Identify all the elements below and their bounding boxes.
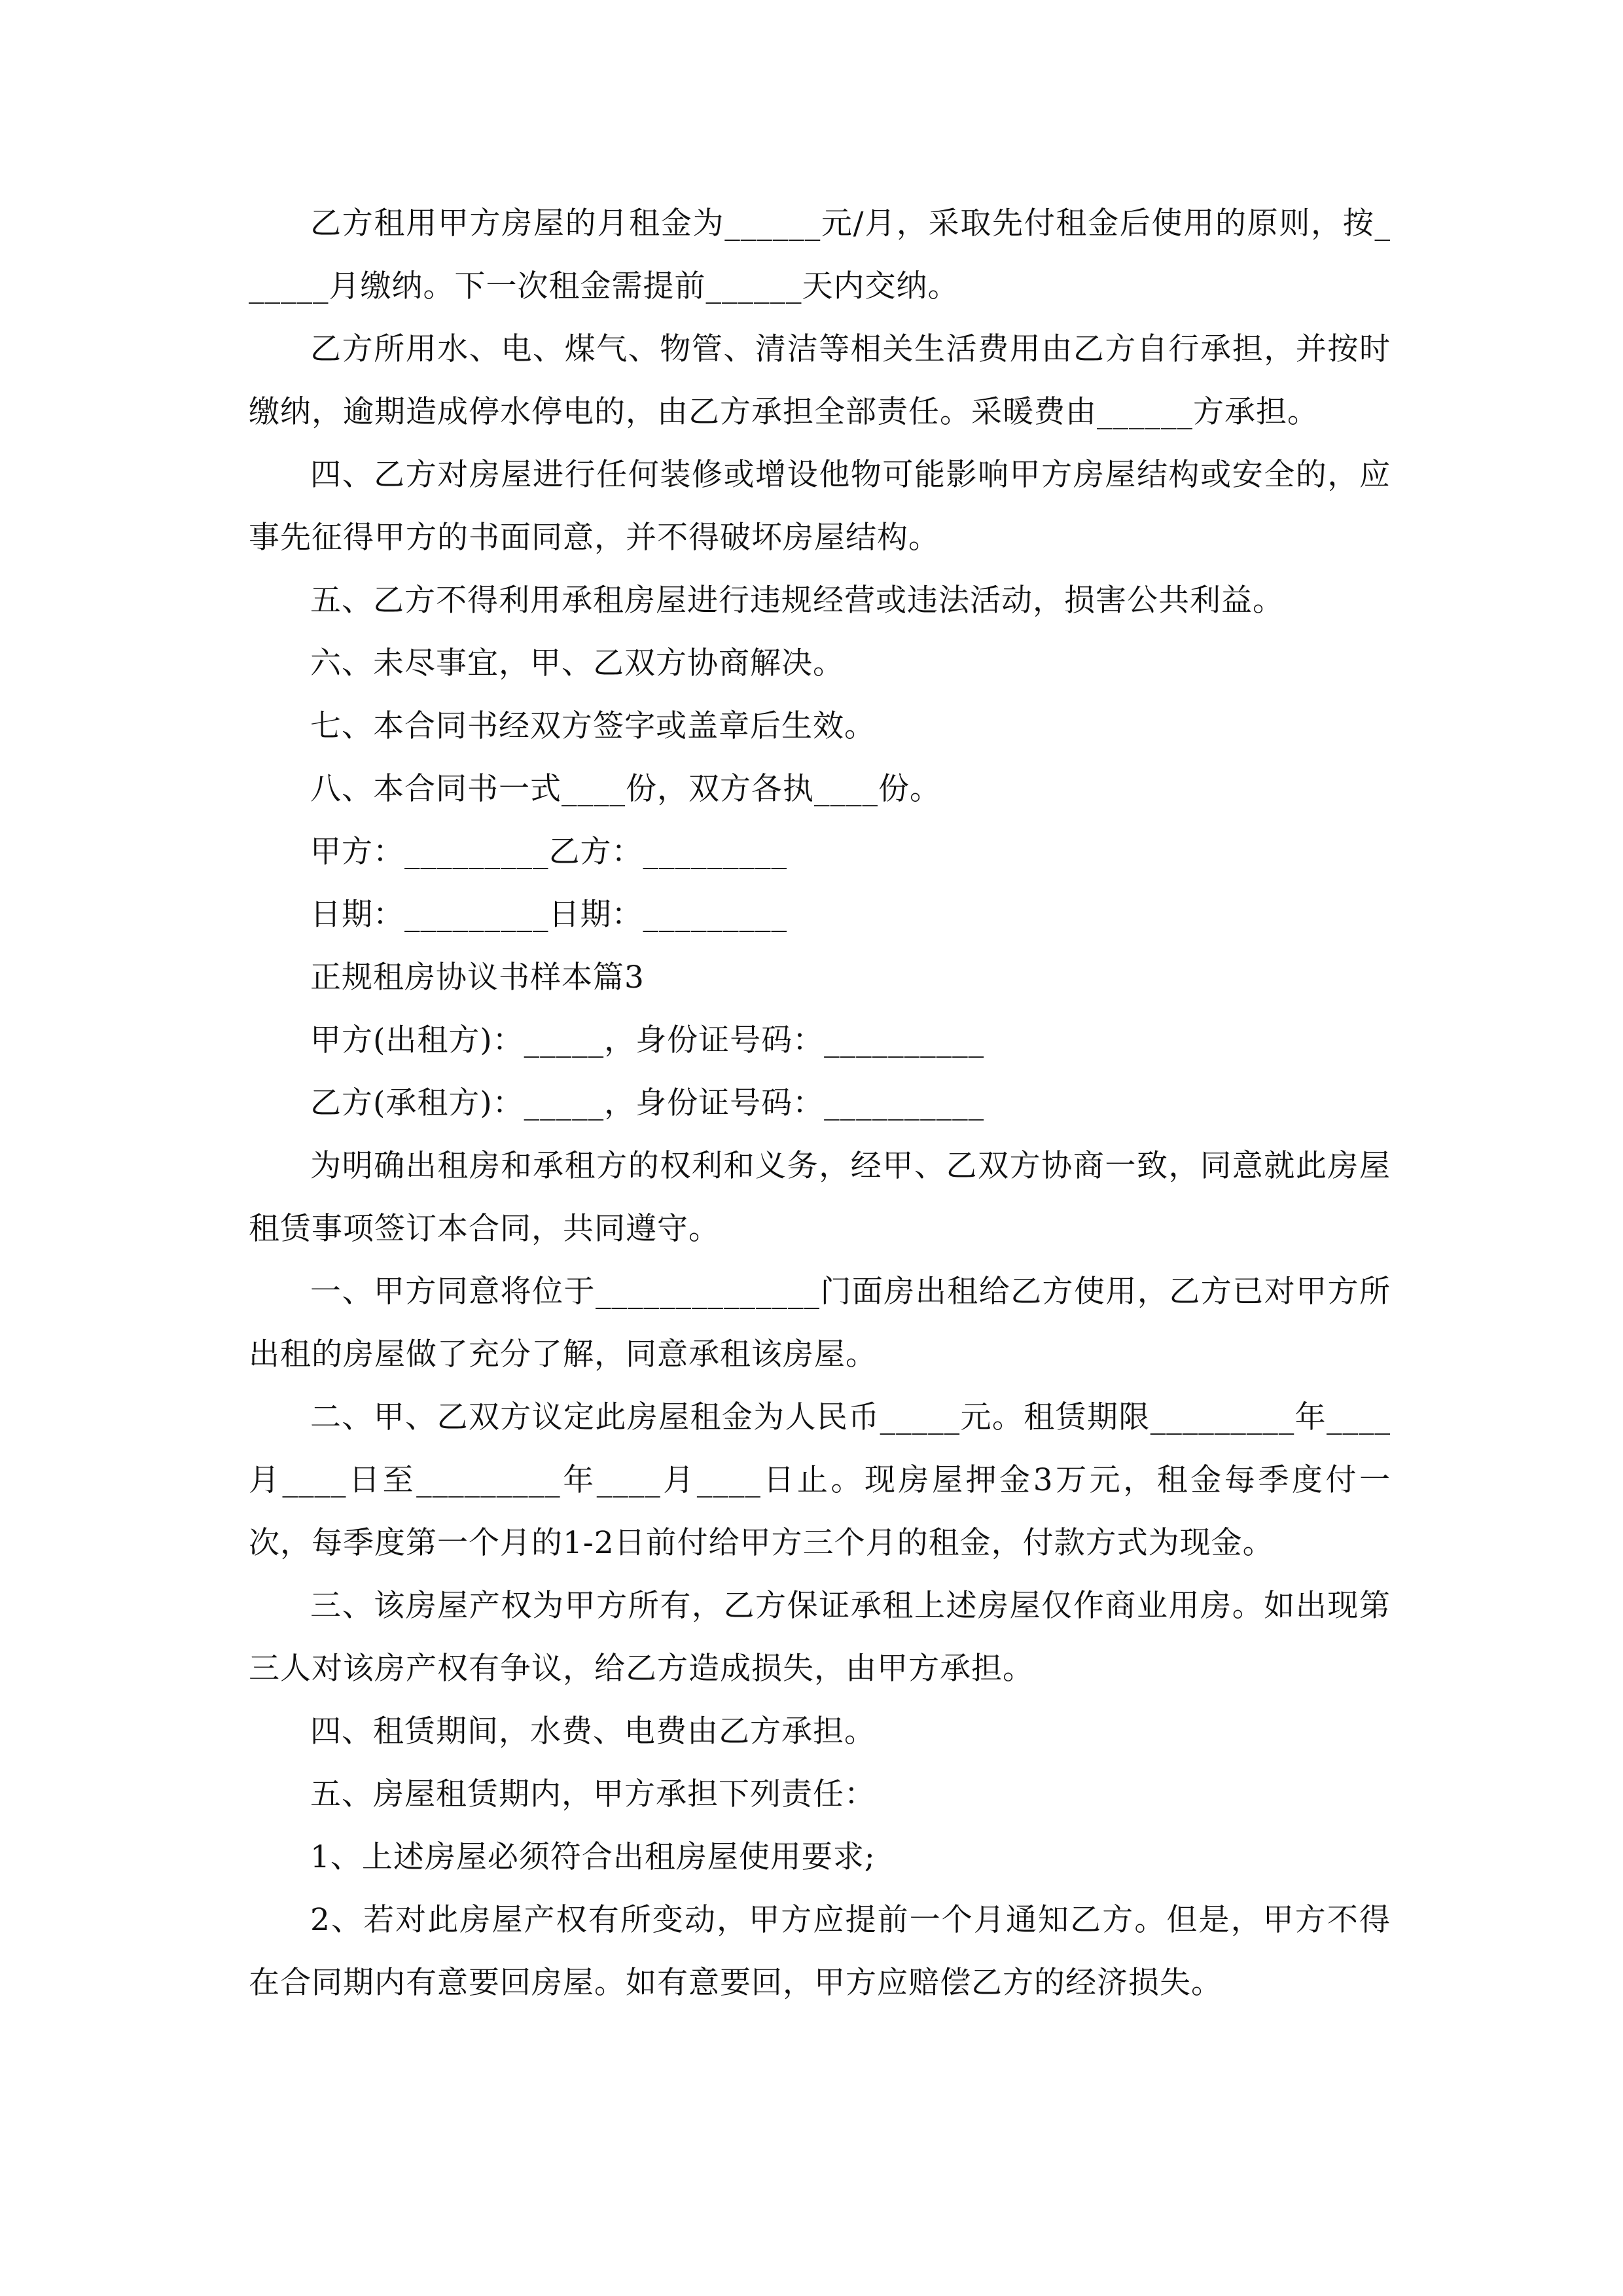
paragraph-utilities: 乙方所用水、电、煤气、物管、清洁等相关生活费用由乙方自行承担，并按时缴纳，逾期造成停水停电的，由乙方承担全部责任。采暖费由______方承担。	[249, 331, 1391, 430]
paragraph-article-3: 三、该房屋产权为甲方所有，乙方保证承租上述房屋仅作商业用房。如出现第三人对该房产权有争议，给乙方造成损失，由甲方承担。	[249, 1588, 1391, 1687]
document-body	[249, 192, 1391, 2015]
paragraph-preamble: 为明确出租房和承租方的权利和义务，经甲、乙双方协商一致，同意就此房屋租赁事项签订本合同，共同遵守。	[249, 1148, 1391, 1247]
party-b-info: 乙方(承租方)：_____，身份证号码：__________	[310, 1085, 985, 1121]
paragraph-article-5: 五、房屋租赁期内，甲方承担下列责任：	[310, 1776, 876, 1812]
section-title: 正规租房协议书样本篇3	[310, 960, 645, 996]
paragraph-article-4: 四、租赁期间，水费、电费由乙方承担。	[310, 1713, 876, 1749]
paragraph-article-1: 一、甲方同意将位于______________门面房出租给乙方使用，乙方已对甲方所出租的房屋做了充分了解，同意承租该房屋。	[249, 1274, 1391, 1372]
paragraph-clause-6: 六、未尽事宜，甲、乙双方协商解决。	[310, 645, 844, 681]
paragraph-clause-4: 四、乙方对房屋进行任何装修或增设他物可能影响甲方房屋结构或安全的，应事先征得甲方的书面同意，并不得破坏房屋结构。	[249, 457, 1391, 556]
paragraph-rent: 乙方租用甲方房屋的月租金为______元/月，采取先付租金后使用的原则，按______月缴纳。下一次租金需提前______天内交纳。	[249, 206, 1391, 304]
paragraph-clause-7: 七、本合同书经双方签字或盖章后生效。	[310, 708, 876, 744]
paragraph-item-1: 1、上述房屋必须符合出租房屋使用要求;	[310, 1839, 876, 1875]
party-a-info: 甲方(出租方)：_____，身份证号码：__________	[310, 1022, 985, 1058]
paragraph-item-2: 2、若对此房屋产权有所变动，甲方应提前一个月通知乙方。但是，甲方不得在合同期内有意要回房屋。如有意要回，甲方应赔偿乙方的经济损失。	[249, 1902, 1391, 2001]
paragraph-article-2: 二、甲、乙双方议定此房屋租金为人民币_____元。租赁期限_________年____月____日至_________年____月____日止。现房屋押金3万元，租金每季度付一次，每季度第一个月的1-2日前付给甲方三个月的租金，付款方式为现金。	[249, 1399, 1391, 1561]
paragraph-clause-8: 八、本合同书一式____份，双方各执____份。	[310, 771, 941, 807]
signature-dates: 日期：_________日期：_________	[310, 897, 787, 933]
signature-parties: 甲方：_________乙方：_________	[310, 834, 787, 870]
paragraph-clause-5: 五、乙方不得利用承租房屋进行违规经营或违法活动，损害公共利益。	[310, 583, 1284, 619]
